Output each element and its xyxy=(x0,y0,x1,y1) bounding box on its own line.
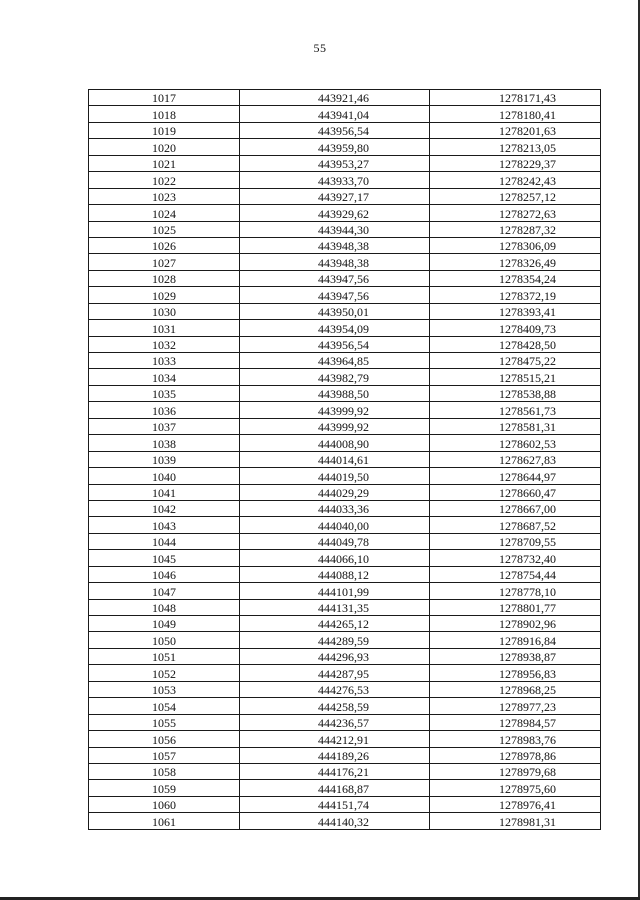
point-number-cell: 1049 xyxy=(89,616,240,632)
table-row xyxy=(89,566,601,582)
x-coordinate-cell: 443921,46 xyxy=(240,90,430,106)
x-coordinate-cell: 444189,26 xyxy=(240,747,430,763)
table-row xyxy=(89,188,601,204)
x-coordinate-cell: 443933,70 xyxy=(240,172,430,188)
y-coordinate-cell: 1278581,31 xyxy=(430,418,601,434)
y-coordinate-cell: 1278229,37 xyxy=(430,155,601,171)
y-coordinate-cell: 1278257,12 xyxy=(430,188,601,204)
x-coordinate-cell: 444151,74 xyxy=(240,796,430,812)
table-row xyxy=(89,303,601,319)
point-number-cell: 1023 xyxy=(89,188,240,204)
table-row xyxy=(89,122,601,138)
point-number-cell: 1033 xyxy=(89,353,240,369)
x-coordinate-cell: 444088,12 xyxy=(240,566,430,582)
y-coordinate-cell: 1278902,96 xyxy=(430,616,601,632)
point-number-cell: 1037 xyxy=(89,418,240,434)
y-coordinate-cell: 1278709,55 xyxy=(430,533,601,549)
table-row xyxy=(89,681,601,697)
table-row xyxy=(89,813,601,829)
table-row xyxy=(89,237,601,253)
x-coordinate-cell: 443947,56 xyxy=(240,270,430,286)
y-coordinate-cell: 1278213,05 xyxy=(430,139,601,155)
y-coordinate-cell: 1278242,43 xyxy=(430,172,601,188)
x-coordinate-cell: 444019,50 xyxy=(240,468,430,484)
table-row xyxy=(89,402,601,418)
point-number-cell: 1058 xyxy=(89,763,240,779)
y-coordinate-cell: 1278801,77 xyxy=(430,599,601,615)
x-coordinate-cell: 443999,92 xyxy=(240,418,430,434)
y-coordinate-cell: 1278602,53 xyxy=(430,435,601,451)
point-number-cell: 1018 xyxy=(89,106,240,122)
point-number-cell: 1034 xyxy=(89,369,240,385)
y-coordinate-cell: 1278180,41 xyxy=(430,106,601,122)
x-coordinate-cell: 444101,99 xyxy=(240,583,430,599)
y-coordinate-cell: 1278326,49 xyxy=(430,254,601,270)
y-coordinate-cell: 1278287,32 xyxy=(430,221,601,237)
y-coordinate-cell: 1278354,24 xyxy=(430,270,601,286)
table-row xyxy=(89,270,601,286)
table-row xyxy=(89,648,601,664)
y-coordinate-cell: 1278515,21 xyxy=(430,369,601,385)
table-row xyxy=(89,550,601,566)
table-row xyxy=(89,796,601,812)
point-number-cell: 1038 xyxy=(89,435,240,451)
x-coordinate-cell: 443954,09 xyxy=(240,320,430,336)
table-row xyxy=(89,139,601,155)
x-coordinate-cell: 444296,93 xyxy=(240,648,430,664)
point-number-cell: 1024 xyxy=(89,205,240,221)
table-row xyxy=(89,451,601,467)
x-coordinate-cell: 443948,38 xyxy=(240,254,430,270)
y-coordinate-cell: 1278171,43 xyxy=(430,90,601,106)
point-number-cell: 1021 xyxy=(89,155,240,171)
point-number-cell: 1044 xyxy=(89,533,240,549)
x-coordinate-cell: 444140,32 xyxy=(240,813,430,829)
y-coordinate-cell: 1278372,19 xyxy=(430,287,601,303)
point-number-cell: 1025 xyxy=(89,221,240,237)
table-row xyxy=(89,205,601,221)
coordinates-table xyxy=(88,89,601,830)
table-row xyxy=(89,533,601,549)
y-coordinate-cell: 1278977,23 xyxy=(430,698,601,714)
x-coordinate-cell: 443950,01 xyxy=(240,303,430,319)
x-coordinate-cell: 444265,12 xyxy=(240,616,430,632)
table-row xyxy=(89,714,601,730)
table-row xyxy=(89,698,601,714)
point-number-cell: 1047 xyxy=(89,583,240,599)
point-number-cell: 1043 xyxy=(89,517,240,533)
table-row xyxy=(89,665,601,681)
point-number-cell: 1029 xyxy=(89,287,240,303)
point-number-cell: 1028 xyxy=(89,270,240,286)
y-coordinate-cell: 1278956,83 xyxy=(430,665,601,681)
point-number-cell: 1042 xyxy=(89,500,240,516)
x-coordinate-cell: 443927,17 xyxy=(240,188,430,204)
x-coordinate-cell: 444029,29 xyxy=(240,484,430,500)
y-coordinate-cell: 1278627,83 xyxy=(430,451,601,467)
y-coordinate-cell: 1278393,41 xyxy=(430,303,601,319)
point-number-cell: 1040 xyxy=(89,468,240,484)
y-coordinate-cell: 1278538,88 xyxy=(430,385,601,401)
table-row xyxy=(89,435,601,451)
table-row xyxy=(89,468,601,484)
point-number-cell: 1060 xyxy=(89,796,240,812)
table-row xyxy=(89,484,601,500)
point-number-cell: 1055 xyxy=(89,714,240,730)
x-coordinate-cell: 444014,61 xyxy=(240,451,430,467)
y-coordinate-cell: 1278667,00 xyxy=(430,500,601,516)
point-number-cell: 1026 xyxy=(89,237,240,253)
y-coordinate-cell: 1278979,68 xyxy=(430,763,601,779)
y-coordinate-cell: 1278409,73 xyxy=(430,320,601,336)
y-coordinate-cell: 1278754,44 xyxy=(430,566,601,582)
point-number-cell: 1027 xyxy=(89,254,240,270)
point-number-cell: 1045 xyxy=(89,550,240,566)
table-row xyxy=(89,221,601,237)
table-row xyxy=(89,369,601,385)
point-number-cell: 1054 xyxy=(89,698,240,714)
x-coordinate-cell: 444276,53 xyxy=(240,681,430,697)
page-number: 55 xyxy=(313,41,327,55)
table-row xyxy=(89,106,601,122)
y-coordinate-cell: 1278306,09 xyxy=(430,237,601,253)
table-row xyxy=(89,616,601,632)
point-number-cell: 1031 xyxy=(89,320,240,336)
coordinates-table-body xyxy=(89,90,601,830)
y-coordinate-cell: 1278660,47 xyxy=(430,484,601,500)
point-number-cell: 1050 xyxy=(89,632,240,648)
x-coordinate-cell: 444236,57 xyxy=(240,714,430,730)
point-number-cell: 1052 xyxy=(89,665,240,681)
point-number-cell: 1039 xyxy=(89,451,240,467)
table-row xyxy=(89,254,601,270)
table-row xyxy=(89,517,601,533)
x-coordinate-cell: 444258,59 xyxy=(240,698,430,714)
x-coordinate-cell: 444049,78 xyxy=(240,533,430,549)
table-row xyxy=(89,172,601,188)
x-coordinate-cell: 443988,50 xyxy=(240,385,430,401)
table-row xyxy=(89,583,601,599)
table-row xyxy=(89,287,601,303)
table-row xyxy=(89,90,601,106)
y-coordinate-cell: 1278983,76 xyxy=(430,731,601,747)
table-row xyxy=(89,763,601,779)
table-row xyxy=(89,632,601,648)
y-coordinate-cell: 1278272,63 xyxy=(430,205,601,221)
table-row xyxy=(89,155,601,171)
x-coordinate-cell: 443982,79 xyxy=(240,369,430,385)
point-number-cell: 1041 xyxy=(89,484,240,500)
x-coordinate-cell: 444066,10 xyxy=(240,550,430,566)
x-coordinate-cell: 444212,91 xyxy=(240,731,430,747)
y-coordinate-cell: 1278968,25 xyxy=(430,681,601,697)
table-row xyxy=(89,418,601,434)
y-coordinate-cell: 1278201,63 xyxy=(430,122,601,138)
y-coordinate-cell: 1278938,87 xyxy=(430,648,601,664)
x-coordinate-cell: 444040,00 xyxy=(240,517,430,533)
x-coordinate-cell: 443959,80 xyxy=(240,139,430,155)
table-row xyxy=(89,385,601,401)
point-number-cell: 1056 xyxy=(89,731,240,747)
table-row xyxy=(89,353,601,369)
y-coordinate-cell: 1278976,41 xyxy=(430,796,601,812)
x-coordinate-cell: 443941,04 xyxy=(240,106,430,122)
point-number-cell: 1030 xyxy=(89,303,240,319)
x-coordinate-cell: 443999,92 xyxy=(240,402,430,418)
x-coordinate-cell: 443944,30 xyxy=(240,221,430,237)
x-coordinate-cell: 443948,38 xyxy=(240,237,430,253)
y-coordinate-cell: 1278978,86 xyxy=(430,747,601,763)
y-coordinate-cell: 1278475,22 xyxy=(430,353,601,369)
point-number-cell: 1061 xyxy=(89,813,240,829)
point-number-cell: 1020 xyxy=(89,139,240,155)
point-number-cell: 1036 xyxy=(89,402,240,418)
point-number-cell: 1017 xyxy=(89,90,240,106)
y-coordinate-cell: 1278561,73 xyxy=(430,402,601,418)
y-coordinate-cell: 1278644,97 xyxy=(430,468,601,484)
table-row xyxy=(89,599,601,615)
point-number-cell: 1051 xyxy=(89,648,240,664)
table-row xyxy=(89,336,601,352)
y-coordinate-cell: 1278975,60 xyxy=(430,780,601,796)
y-coordinate-cell: 1278984,57 xyxy=(430,714,601,730)
point-number-cell: 1053 xyxy=(89,681,240,697)
point-number-cell: 1046 xyxy=(89,566,240,582)
x-coordinate-cell: 443929,62 xyxy=(240,205,430,221)
y-coordinate-cell: 1278732,40 xyxy=(430,550,601,566)
x-coordinate-cell: 444176,21 xyxy=(240,763,430,779)
point-number-cell: 1032 xyxy=(89,336,240,352)
y-coordinate-cell: 1278428,50 xyxy=(430,336,601,352)
point-number-cell: 1022 xyxy=(89,172,240,188)
y-coordinate-cell: 1278916,84 xyxy=(430,632,601,648)
y-coordinate-cell: 1278687,52 xyxy=(430,517,601,533)
x-coordinate-cell: 443953,27 xyxy=(240,155,430,171)
table-row xyxy=(89,731,601,747)
table-row xyxy=(89,320,601,336)
x-coordinate-cell: 443947,56 xyxy=(240,287,430,303)
point-number-cell: 1035 xyxy=(89,385,240,401)
point-number-cell: 1059 xyxy=(89,780,240,796)
x-coordinate-cell: 443956,54 xyxy=(240,122,430,138)
x-coordinate-cell: 444131,35 xyxy=(240,599,430,615)
x-coordinate-cell: 443956,54 xyxy=(240,336,430,352)
x-coordinate-cell: 444033,36 xyxy=(240,500,430,516)
table-row xyxy=(89,747,601,763)
x-coordinate-cell: 444008,90 xyxy=(240,435,430,451)
y-coordinate-cell: 1278778,10 xyxy=(430,583,601,599)
point-number-cell: 1019 xyxy=(89,122,240,138)
x-coordinate-cell: 444168,87 xyxy=(240,780,430,796)
x-coordinate-cell: 444289,59 xyxy=(240,632,430,648)
point-number-cell: 1057 xyxy=(89,747,240,763)
x-coordinate-cell: 443964,85 xyxy=(240,353,430,369)
x-coordinate-cell: 444287,95 xyxy=(240,665,430,681)
point-number-cell: 1048 xyxy=(89,599,240,615)
table-row xyxy=(89,500,601,516)
y-coordinate-cell: 1278981,31 xyxy=(430,813,601,829)
table-row xyxy=(89,780,601,796)
